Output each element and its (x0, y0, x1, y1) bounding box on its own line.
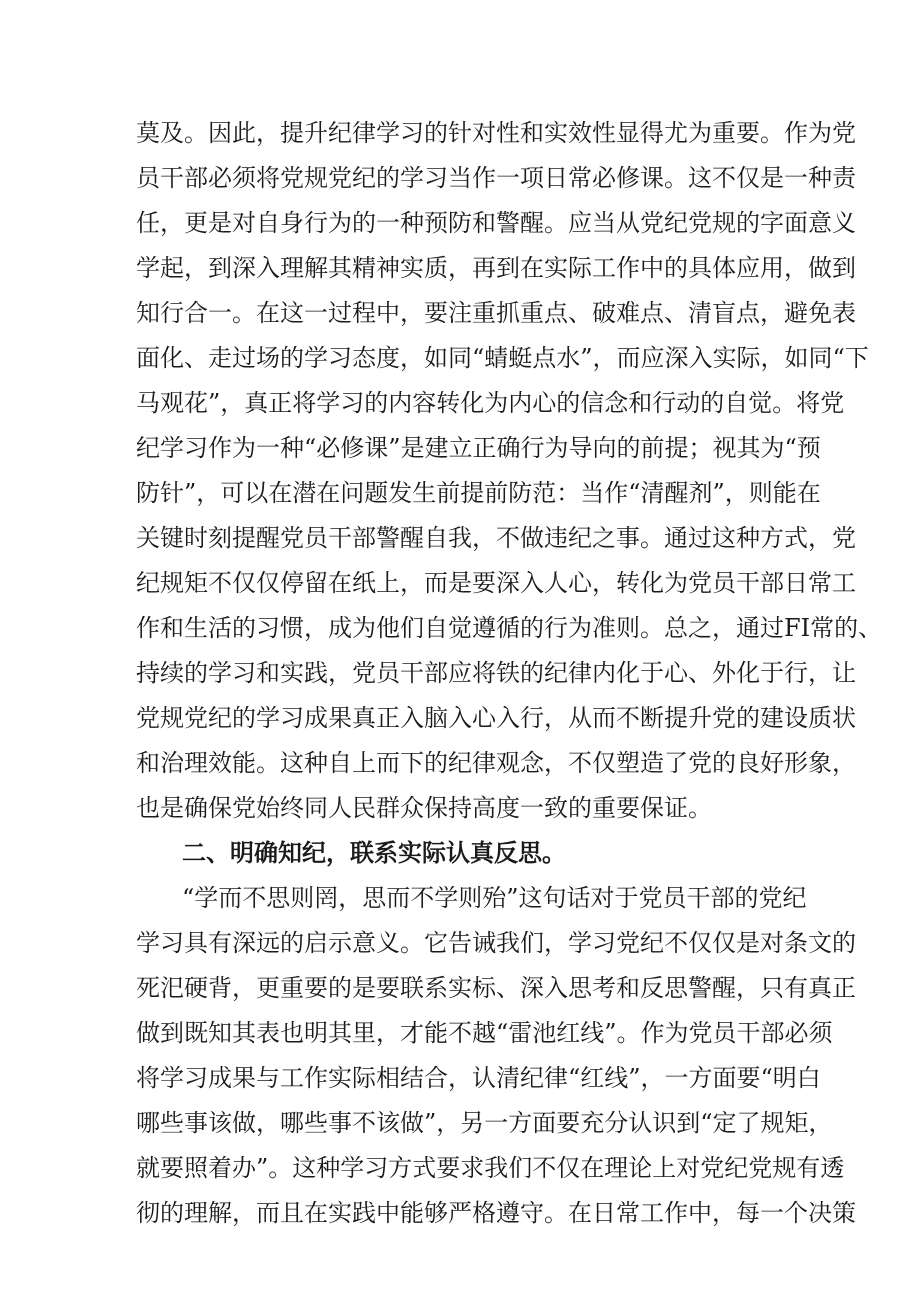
paragraph-line: 将学习成果与工作实际相结合，认清纪律“红线”，一方面要“明白 (136, 1064, 821, 1092)
paragraph-line: 莫及。因此，提升纪律学习的针对性和实效性显得尤为重要。作为党 (136, 119, 856, 147)
paragraph-line: 学起，到深入理解其精神实质，再到在实际工作中的具体应用，做到 (136, 254, 856, 282)
paragraph-line: 就要照着办”。这种学习方式要求我们不仅在理论上对党纪党规有透 (136, 1154, 845, 1182)
paragraph-line: 和治理效能。这种自上而下的纪律观念，不仅塑造了党的良好形象， (136, 749, 856, 777)
paragraph-line: 作和生活的习惯，成为他们自觉遵循的行为准则。总之，通过FI常的、 (136, 614, 883, 642)
paragraph-line: 持续的学习和实践，党员干部应将铁的纪律内化于心、外化于行，让 (136, 659, 856, 687)
paragraph-line: 死汜硬背，更重要的是要联系实标、深入思考和反思警醒，只有真正 (136, 974, 856, 1002)
section-heading: 二、明确知纪，联系实际认真反思。 (182, 839, 566, 867)
paragraph-line: 马观花”，真正将学习的内容转化为内心的信念和行动的自觉。将党 (136, 389, 845, 417)
paragraph-line: 学习具有深远的启示意义。它告诫我们，学习党纪不仅仅是对条文的 (136, 929, 856, 957)
paragraph-line: 哪些事该做，哪些事不该做”，另一方面要充分认识到“定了规矩， (136, 1109, 833, 1137)
paragraph-line: 知行合一。在这一过程中，要注重抓重点、破难点、清盲点，避免表 (136, 299, 856, 327)
paragraph-line: 关键时刻提醒党员干部警醒自我，不做违纪之事。通过这种方式，党 (136, 524, 856, 552)
paragraph-line: 党规党纪的学习成果真正入脑入心入行，从而不断提升党的建设质状 (136, 704, 856, 732)
paragraph-line: 纪学习作为一种“必修课”是建立正确行为导向的前提；视其为“预 (136, 434, 821, 462)
paragraph-line: 也是确保党始终同人民群众保持高度一致的重要保证。 (136, 794, 712, 822)
paragraph-line: 防针”，可以在潜在问题发生前提前防范：当作“清醒剂”，则能在 (136, 479, 821, 507)
paragraph-line: 彻的理解，而且在实践中能够严格遵守。在日常工作中，每一个决策 (136, 1199, 856, 1227)
paragraph-line: 员干部必须将党规党纪的学习当作一项日常必修课。这不仅是一种责 (136, 164, 856, 192)
paragraph-line: 做到既知其表也明其里，才能不越“雷池红线”。作为党员干部必须 (136, 1019, 833, 1047)
paragraph-line: “学而不思则罔，思而不学则殆”这句话对于党员干部的党纪 (182, 884, 807, 912)
paragraph-line: 面化、走过场的学习态度，如同“蜻蜓点水”，而应深入实际，如同“下 (136, 344, 869, 372)
paragraph-line: 纪规矩不仅仅停留在纸上，而是要深入人心，转化为党员干部日常工 (136, 569, 856, 597)
paragraph-line: 任，更是对自身行为的一种预防和警醒。应当从党纪党规的字面意义 (136, 209, 856, 237)
